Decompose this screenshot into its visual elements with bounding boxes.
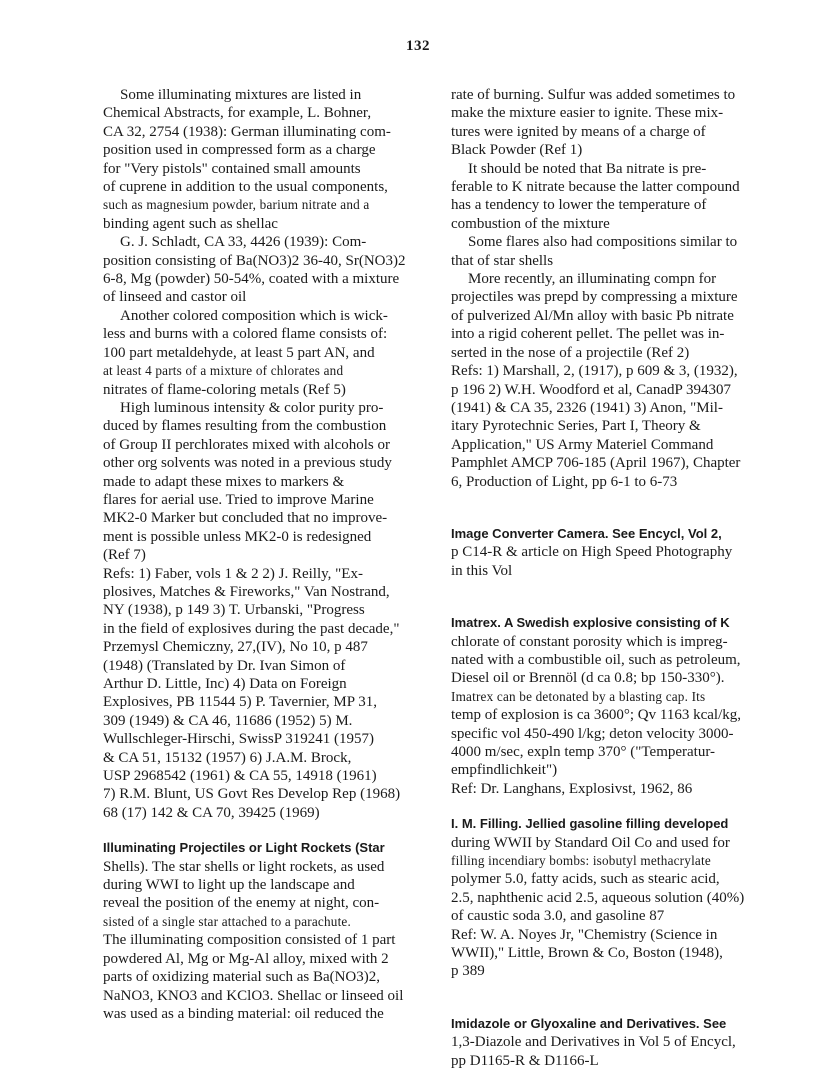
text-line: of linseed and castor oil (103, 289, 247, 306)
text-line: Diesel oil or Brennöl (d ca 0.8; bp 150-330°). (451, 670, 725, 687)
text-line: Ref: W. A. Noyes Jr, "Chemistry (Science in (451, 926, 718, 943)
text-line: Arthur D. Little, Inc) 4) Data on Foreign (103, 676, 347, 692)
text-line: filling incendiary bombs: isobutyl methacrylate (451, 853, 711, 869)
text-line: parts of oxidizing material such as Ba(NO3)2, (103, 969, 381, 986)
text-line: plosives, Matches & Fireworks," Van Nostrand, (103, 583, 390, 600)
text-line: has a tendency to lower the temperature of (451, 197, 707, 214)
text-line: polymer 5.0, fatty acids, such as stearic acid, (451, 871, 720, 888)
text-line: (1948) (Translated by Dr. Ivan Simon of (103, 657, 346, 674)
text-line: pp D1165-R & D1166-L (451, 1052, 599, 1069)
text-line: p 196 2) W.H. Woodford et al, CanadP 394307 (451, 381, 732, 398)
text-line: of caustic soda 3.0, and gasoline 87 (451, 908, 665, 925)
page-number: 132 (406, 38, 430, 54)
text-line: that of star shells (451, 252, 554, 269)
text-line: of Group II perchlorates mixed with alcohols or (103, 436, 390, 453)
text-line: Przemysl Chemiczny, 27,(IV), No 10, p 487 (103, 639, 368, 656)
text-line: sisted of a single star attached to a parachute. (103, 913, 351, 929)
paragraph-gap (451, 580, 771, 614)
text-line: such as magnesium powder, barium nitrate and a (103, 197, 370, 213)
text-line: Shells). The star shells or light rockets, as used (103, 858, 385, 875)
text-line: 2.5, naphthenic acid 2.5, aqueous solution (40%) (451, 889, 745, 906)
text-line: rate of burning. Sulfur was added sometimes to (451, 87, 736, 103)
entry-heading-line: Imidazole or Glyoxaline and Derivatives. See (451, 1015, 727, 1031)
entry-heading-line: Image Converter Camera. See Encycl, Vol 2, (451, 525, 722, 541)
text-line: tures were ignited by means of a charge of (451, 123, 706, 140)
text-line: nated with a combustible oil, such as petroleum, (451, 651, 741, 668)
text-line: p C14-R & article on High Speed Photography (451, 544, 733, 561)
text-line: flares for aerial use. Tried to improve Marine (103, 491, 374, 508)
text-line: MK2-0 Marker but concluded that no improve- (103, 510, 388, 527)
text-line: 4000 m/sec, expln temp 370° ("Temperatur- (451, 744, 716, 760)
text-line: Some flares also had compositions similar to (468, 234, 738, 251)
text-line: CA 32, 2754 (1938): German illuminating com- (103, 123, 391, 140)
text-line: other org solvents was noted in a previous study (103, 455, 392, 472)
text-line: projectiles was prepd by compressing a mixture (451, 289, 738, 306)
text-line: nitrates of flame-coloring metals (Ref 5) (103, 381, 346, 398)
paragraph-gap (451, 798, 771, 815)
text-line: Black Powder (Ref 1) (451, 142, 583, 159)
text-line: Wullschleger-Hirschi, SwissP 319241 (1957) (103, 731, 375, 748)
paragraph-gap (451, 981, 771, 1015)
text-line: at least 4 parts of a mixture of chlorates and (103, 363, 344, 379)
text-line: NaNO3, KNO3 and KClO3. Shellac or linseed oil (103, 987, 404, 1004)
text-line: of cuprene in addition to the usual components, (103, 179, 388, 196)
text-line: (Ref 7) (103, 547, 146, 564)
text-line: position used in compressed form as a charge (103, 142, 376, 159)
text-line: in the field of explosives during the past decade," (103, 620, 400, 637)
text-line: (1941) & CA 35, 2326 (1941) 3) Anon, "Mil- (451, 399, 723, 416)
text-line: was used as a binding material: oil reduced the (103, 1005, 384, 1022)
text-line: make the mixture easier to ignite. These mix- (451, 105, 724, 122)
text-line: into a rigid coherent pellet. The pellet was in- (451, 326, 725, 343)
text-line: Chemical Abstracts, for example, L. Bohner, (103, 105, 372, 122)
text-line: WWII)," Little, Brown & Co, Boston (1948), (451, 945, 723, 962)
text-line: in this Vol (451, 562, 513, 579)
text-line: for "Very pistols" contained small amounts (103, 160, 361, 177)
text-line: It should be noted that Ba nitrate is pre- (468, 160, 707, 177)
text-line: Some illuminating mixtures are listed in (120, 87, 362, 103)
text-line: 6-8, Mg (powder) 50-54%, coated with a mixture (103, 271, 400, 288)
text-line: temp of explosion is ca 3600°; Qv 1163 kcal/kg, (451, 707, 741, 724)
text-line: NY (1938), p 149 3) T. Urbanski, "Progress (103, 602, 365, 619)
text-line: 100 part metaldehyde, at least 5 part AN, and (103, 344, 375, 361)
text-line: Another colored composition which is wick- (120, 307, 388, 324)
paragraph-gap (451, 491, 771, 525)
text-line: reveal the position of the enemy at night, con- (103, 895, 380, 912)
left-column (103, 86, 421, 1023)
text-line: Ref: Dr. Langhans, Explosivst, 1962, 86 (451, 780, 693, 797)
text-line: 68 (17) 142 & CA 70, 39425 (1969) (103, 804, 320, 821)
text-line: 6, Production of Light, pp 6-1 to 6-73 (451, 473, 678, 490)
text-line: p 389 (451, 963, 485, 980)
text-line: during WWII by Standard Oil Co and used for (451, 834, 730, 851)
text-line: High luminous intensity & color purity pro- (120, 399, 384, 416)
text-line: Refs: 1) Marshall, 2, (1917), p 609 & 3, (1932), (451, 363, 738, 380)
text-line: Refs: 1) Faber, vols 1 & 2 2) J. Reilly, "Ex- (103, 565, 363, 582)
text-line: combustion of the mixture (451, 215, 610, 232)
entry-heading-line: I. M. Filling. Jellied gasoline filling developed (451, 816, 729, 832)
text-line: powdered Al, Mg or Mg-Al alloy, mixed with 2 (103, 950, 389, 967)
paragraph-gap (103, 822, 421, 839)
text-line: chlorate of constant porosity which is impreg- (451, 633, 728, 650)
text-line: itary Pyrotechnic Series, Part I, Theory & (451, 418, 701, 435)
text-line: duced by flames resulting from the combustion (103, 418, 387, 435)
entry-heading-line: Illuminating Projectiles or Light Rockets (Star (103, 840, 385, 856)
text-line: Pamphlet AMCP 706-185 (April 1967), Chapter (451, 455, 741, 472)
text-line: Application," US Army Materiel Command (451, 436, 714, 453)
text-line: binding agent such as shellac (103, 215, 278, 232)
text-line: serted in the nose of a projectile (Ref 2) (451, 344, 690, 361)
text-line: position consisting of Ba(NO3)2 36-40, Sr(NO3)2 (103, 252, 406, 269)
text-line: More recently, an illuminating compn for (468, 271, 717, 288)
text-line: ferable to K nitrate because the latter compound (451, 179, 740, 196)
text-line: 1,3-Diazole and Derivatives in Vol 5 of Encycl, (451, 1034, 736, 1051)
text-line: G. J. Schladt, CA 33, 4426 (1939): Com- (120, 234, 367, 251)
text-line: empfindlichkeit") (451, 762, 558, 779)
text-line: The illuminating composition consisted of 1 part (103, 932, 396, 949)
text-line: during WWI to light up the landscape and (103, 877, 355, 894)
text-line: & CA 51, 15132 (1957) 6) J.A.M. Brock, (103, 749, 352, 766)
right-column (451, 86, 771, 1070)
text-line: Explosives, PB 11544 5) P. Tavernier, MP 31, (103, 694, 378, 711)
text-line: made to adapt these mixes to markers & (103, 473, 345, 490)
text-line: less and burns with a colored flame consists of: (103, 326, 388, 343)
text-line: 7) R.M. Blunt, US Govt Res Develop Rep (1968) (103, 786, 401, 803)
text-line: ment is possible unless MK2-0 is redesigned (103, 528, 372, 545)
entry-heading-line: Imatrex. A Swedish explosive consisting of K (451, 615, 730, 631)
text-line: specific vol 450-490 l/kg; deton velocity 3000- (451, 725, 734, 742)
text-line: USP 2968542 (1961) & CA 55, 14918 (1961) (103, 768, 377, 785)
text-line: Imatrex can be detonated by a blasting cap. Its (451, 688, 706, 704)
text-line: of pulverized Al/Mn alloy with basic Pb nitrate (451, 307, 734, 324)
text-line: 309 (1949) & CA 46, 11686 (1952) 5) M. (103, 712, 353, 729)
